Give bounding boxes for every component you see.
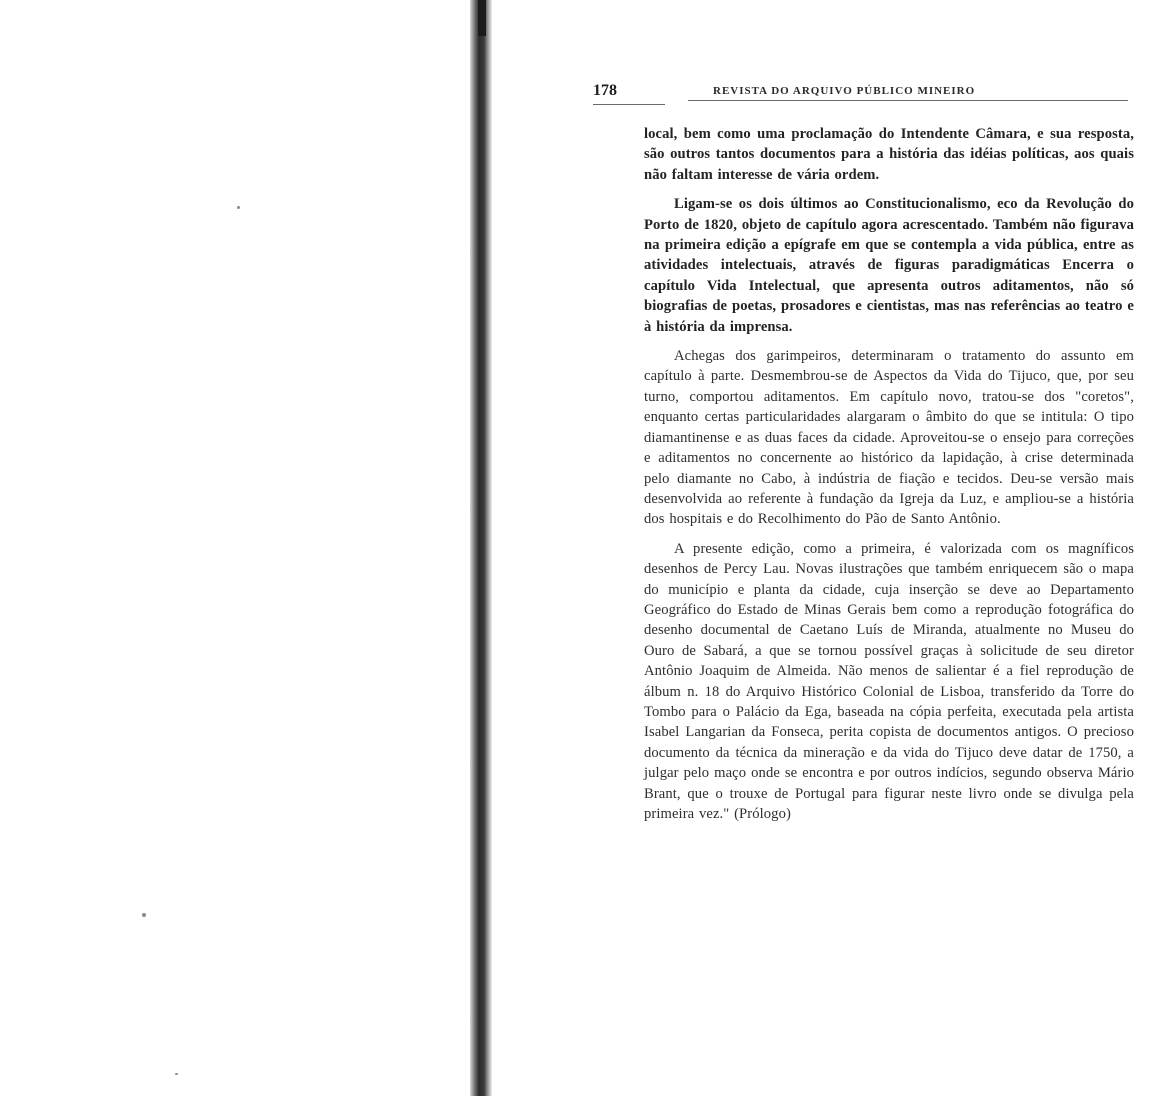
gutter-shadow xyxy=(478,0,486,36)
paper-speck xyxy=(237,206,240,209)
header-rule-left xyxy=(593,104,665,105)
left-blank-page xyxy=(0,0,470,1096)
right-text-page xyxy=(492,0,1153,1096)
paper-speck xyxy=(142,913,146,917)
body-text xyxy=(644,124,1134,833)
book-gutter xyxy=(470,0,492,1096)
running-title: REVISTA DO ARQUIVO PÚBLICO MINEIRO xyxy=(713,85,976,97)
paragraph-ilustracoes: A presente edição, como a primeira, é valorizada com os magníficos desenhos de Percy Lau. Novas ilustrações que também enriquecem são o mapa do município e planta da cidade, cuja inserção se deve ao Departamento Geográfico do Estado de Minas Gerais bem como a reprodução fotográfica do desenho documental de Caetano Luís de Miranda, atualmente no Museu do Ouro de Sabará, a que se tornou possível graças à solicitude de seu diretor Antônio Joaquim de Almeida. Não menos de salientar é a fiel reprodução de álbum n. 18 do Arquivo Histórico Colonial de Lisboa, transferido da Torre do Tombo para o Palácio da Ega, baseada na cópia perfeita, executada pela artista Isabel Langarian da Fonseca, perita copista de documentos antigos. O precioso documento da técnica da mineração e da vida do Tijuco deve datar de 1750, a julgar pelo maço onde se encontra e por outros indícios, segundo observa Mário Brant, que o trouxe de Portugal para figurar neste livro onde se divulga pela primeira vez." (Prólogo) xyxy=(644,540,1134,822)
paragraph-continuation: local, bem como uma proclamação do Intendente Câmara, e sua resposta, são outros tantos documentos para a história das idéias políticas, aos quais não faltam interesse de vária ordem. xyxy=(644,126,1134,183)
paragraph-garimpeiros: Achegas dos garimpeiros, determinaram o tratamento do assunto em capítulo à parte. Desmembrou-se de Aspectos da Vida do Tijuco, que, por seu turno, comportou aditamentos. Em capítulo novo, tratou-se dos "coretos", enquanto certas particularidades alargaram o âmbito do que se intitula: O tipo diamantinense e as duas faces da cidade. Aproveitou-se o ensejo para correções e aditamentos no concernente ao histórico da lapidação, à crise determinada pelo diamante no Cabo, à indústria de fiação e tecidos. Deu-se versão mais desenvolvida ao referente à fundação da Igreja da Luz, e ampliou-se a história dos hospitais e do Recolhimento do Pão de Santo Antônio. xyxy=(644,348,1134,528)
page-number: 178 xyxy=(593,82,617,99)
paragraph-constitucionalismo: Ligam-se os dois últimos ao Constitucionalismo, eco da Revolução do Porto de 1820, objeto de capítulo agora acrescentado. Também não figurava na primeira edição a epígrafe em que se contempla a vida pública, entre as atividades intelectuais, através de figuras paradigmáticas Encerra o capítulo Vida Intelectual, que apresenta outros aditamentos, não só biografias de poetas, prosadores e cientistas, mas nas referências ao teatro e à história da imprensa. xyxy=(644,196,1134,335)
page-header xyxy=(593,82,1131,102)
paper-speck xyxy=(175,1073,178,1075)
header-rule-right xyxy=(688,100,1128,101)
